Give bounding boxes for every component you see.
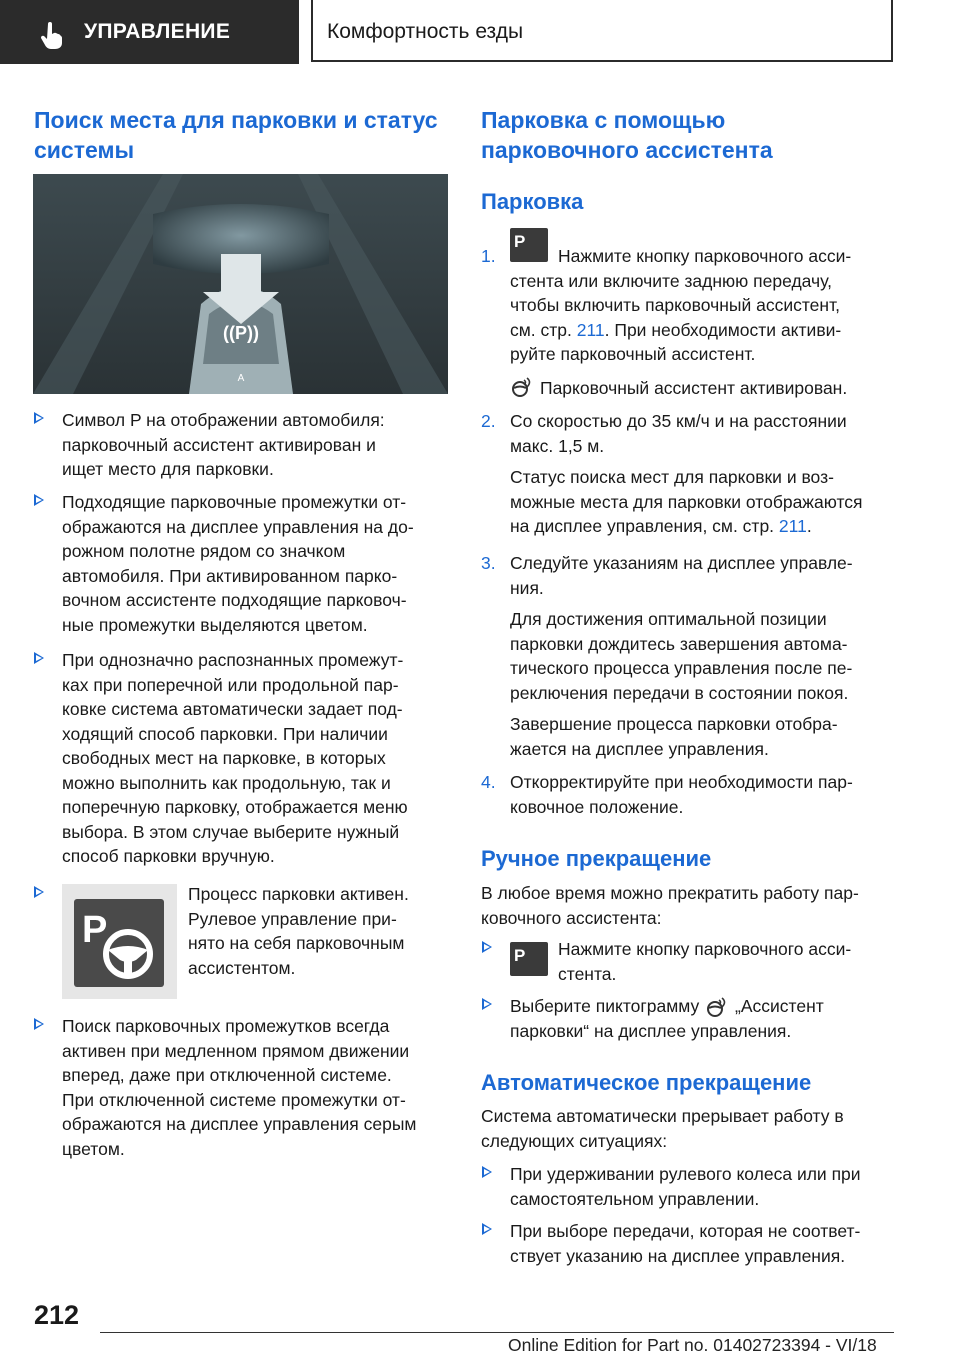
- text-line: Поиск парковочных промежутков всегда: [62, 1016, 390, 1036]
- left-bullet-2: [62, 490, 414, 637]
- text-line: реключения передачи в состоянии покоя.: [510, 682, 849, 703]
- text-line: самостоятельном управлении.: [510, 1188, 760, 1209]
- text-line: рожном полотне рядом со значком: [62, 541, 346, 561]
- text-line: способ парковки вручную.: [62, 846, 275, 866]
- text-line: ках при поперечной или продольной пар-: [62, 674, 399, 695]
- text-line: на дисплее управления, см. стр.: [510, 516, 779, 536]
- bullet-triangle-icon: [34, 494, 44, 506]
- park-assist-button-icon: P: [510, 942, 548, 976]
- chapter-box: [311, 0, 893, 62]
- text-line: выбора. В этом случае выберите нужный: [62, 821, 400, 842]
- bullet-triangle-icon: [34, 652, 44, 664]
- text-line: см. стр.: [510, 319, 577, 340]
- subheading-manual-stop: Ручное прекращение: [481, 846, 712, 871]
- step-number: 4.: [481, 772, 496, 792]
- text-line: ковке система автоматически задает под-: [62, 699, 403, 719]
- bullet-triangle-icon: [482, 1223, 492, 1235]
- step-3-note-2: [510, 712, 838, 761]
- text-line: жается на дисплее управления.: [510, 738, 769, 759]
- subheading-parking: Парковка: [481, 189, 584, 214]
- text-line: можные места для парковки отображаются: [510, 491, 863, 512]
- auto-bullet-2: [510, 1219, 860, 1268]
- text-line: ображаются на дисплее управления на до-: [62, 516, 414, 537]
- text-line: ковочного ассистента:: [481, 907, 662, 928]
- text-line: поперечную парковку, отображается меню: [62, 797, 408, 817]
- parking-display-illustration: [33, 174, 448, 394]
- text-line: „Ассистент: [735, 996, 824, 1016]
- steering-assist-active-icon: [62, 884, 177, 999]
- text-line: руйте парковочный ассистент.: [510, 344, 756, 364]
- page-number: 212: [34, 1300, 80, 1330]
- step-1-note: Парковочный ассистент активирован.: [540, 378, 848, 398]
- step-3: [510, 551, 853, 600]
- manual-bullet-1: [510, 937, 851, 986]
- chapter-title: Комфортность езды: [327, 20, 524, 43]
- step-number: 3.: [481, 553, 496, 573]
- text-line: ображаются на дисплее управления серым: [62, 1114, 417, 1134]
- text-line: .: [806, 516, 812, 536]
- text-line: При удерживании рулевого колеса или при: [510, 1164, 861, 1184]
- text-line: стента или включите заднюю передачу,: [510, 270, 832, 291]
- right-heading: [481, 105, 773, 165]
- left-heading: [34, 105, 438, 165]
- step-3-note-1: [510, 607, 852, 705]
- text-line: Система автоматически прерывает работу в: [481, 1106, 844, 1126]
- page-link-211[interactable]: 211: [778, 516, 807, 536]
- text-line: При отключенной системе промежутки от-: [62, 1089, 406, 1110]
- text-line: свободных мест на парковке, в которых: [62, 748, 386, 768]
- right-heading-line2: парковочного ассистента: [481, 137, 773, 163]
- text-line: Символ P на отображении автомобиля:: [62, 410, 385, 430]
- section-tab: [0, 0, 299, 64]
- text-line: тического процесса управления после пе-: [510, 658, 853, 678]
- text-line: ищет место для парковки.: [62, 459, 274, 479]
- text-line: Выберите пиктограмму: [510, 996, 700, 1016]
- left-bullet-5: [62, 1014, 416, 1161]
- section-title: УПРАВЛЕНИЕ: [84, 20, 231, 43]
- text-line: ные промежутки выделяются цветом.: [62, 614, 368, 635]
- step-2: [510, 409, 847, 458]
- footer-divider: [100, 1332, 894, 1333]
- auto-bullet-1: [510, 1162, 861, 1211]
- text-line: следующих ситуациях:: [481, 1130, 668, 1151]
- bullet-triangle-icon: [34, 886, 44, 898]
- text-line: парковки дождитесь завершения автома-: [510, 633, 848, 654]
- hand-pointer-icon: [40, 22, 64, 50]
- steering-active-text: [188, 882, 409, 980]
- text-line: активен при медленном прямом движении: [62, 1040, 410, 1061]
- step-number: 2.: [481, 411, 496, 431]
- text-line: Со скоростью до 35 км/ч и на расстоянии: [510, 411, 847, 431]
- svg-text:((P)): ((P)): [223, 323, 259, 343]
- text-line: Нажмите кнопку парковочного асси-: [558, 939, 852, 959]
- text-line: вперед, даже при отключенной системе.: [62, 1065, 392, 1085]
- text-line: вочном ассистенте подходящие парковоч-: [62, 590, 407, 610]
- step-2-note: [510, 465, 863, 539]
- left-bullet-3: [62, 648, 408, 869]
- text-line: парковочный ассистент активирован и: [62, 434, 376, 455]
- text-line: ходящий способ парковки. При наличии: [62, 723, 388, 744]
- bullet-triangle-icon: [34, 1018, 44, 1030]
- text-line: . При необходимости активи-: [604, 319, 842, 340]
- text-line: При однозначно распознанных промежут-: [62, 650, 404, 670]
- bullet-triangle-icon: [34, 412, 44, 424]
- text-line: стента.: [558, 963, 617, 984]
- text-line: чтобы включить парковочный ассистент,: [510, 295, 841, 315]
- text-line: В любое время можно прекратить работу пар-: [481, 883, 859, 903]
- bullet-triangle-icon: [482, 941, 492, 953]
- left-bullet-1: [62, 408, 385, 482]
- left-heading-line1: Поиск места для парковки и статус: [34, 107, 438, 133]
- step-4: [510, 770, 853, 819]
- text-line: Статус поиска мест для парковки и воз-: [510, 467, 834, 487]
- step-number: 1.: [481, 246, 496, 266]
- bullet-triangle-icon: [482, 1166, 492, 1178]
- text-line: Завершение процесса парковки отобра-: [510, 714, 838, 734]
- left-heading-line2: системы: [34, 137, 135, 163]
- bullet-triangle-icon: [482, 998, 492, 1010]
- auto-intro: [481, 1104, 844, 1153]
- park-assist-active-icon: [510, 376, 534, 398]
- text-line: Подходящие парковочные промежутки от-: [62, 492, 407, 512]
- text-line: цветом.: [62, 1138, 125, 1159]
- edition-note: Online Edition for Part no. 01402723394 - VI/18: [508, 1335, 877, 1355]
- text-line: ковочное положение.: [510, 796, 684, 817]
- park-assist-pictogram-icon: [704, 996, 730, 1018]
- text-line: макс. 1,5 м.: [510, 435, 605, 456]
- text-line: Следуйте указаниям на дисплее управле-: [510, 553, 853, 573]
- text-line: ния.: [510, 577, 544, 598]
- manual-bullet-2: [510, 994, 824, 1043]
- page-link-211[interactable]: 211: [576, 319, 605, 340]
- manual-intro: [481, 881, 859, 930]
- text-line: Откорректируйте при необходимости пар-: [510, 772, 853, 792]
- right-heading-line1: Парковка с помощью: [481, 107, 726, 133]
- text-line: автомобиля. При активированном парко-: [62, 565, 398, 586]
- text-line: можно выполнить как продольную, так и: [62, 772, 391, 793]
- text-line: При выборе передачи, которая не соответ-: [510, 1221, 861, 1241]
- text-line: Рулевое управление при-: [188, 908, 397, 929]
- text-line: ствует указанию на дисплее управления.: [510, 1245, 846, 1266]
- text-line: нято на себя парковочным: [188, 933, 405, 953]
- text-line: парковки“ на дисплее управления.: [510, 1020, 792, 1041]
- text-line: ассистентом.: [188, 957, 296, 978]
- text-line: Нажмите кнопку парковочного асси-: [558, 246, 852, 266]
- svg-text:P: P: [82, 909, 108, 951]
- text-line: Для достижения оптимальной позиции: [510, 609, 827, 629]
- svg-text:A: A: [237, 373, 245, 384]
- park-assist-button-icon: P: [510, 228, 548, 262]
- text-line: Процесс парковки активен.: [188, 884, 409, 904]
- subheading-automatic-stop: Автоматическое прекращение: [481, 1070, 812, 1095]
- step-1: [510, 244, 851, 367]
